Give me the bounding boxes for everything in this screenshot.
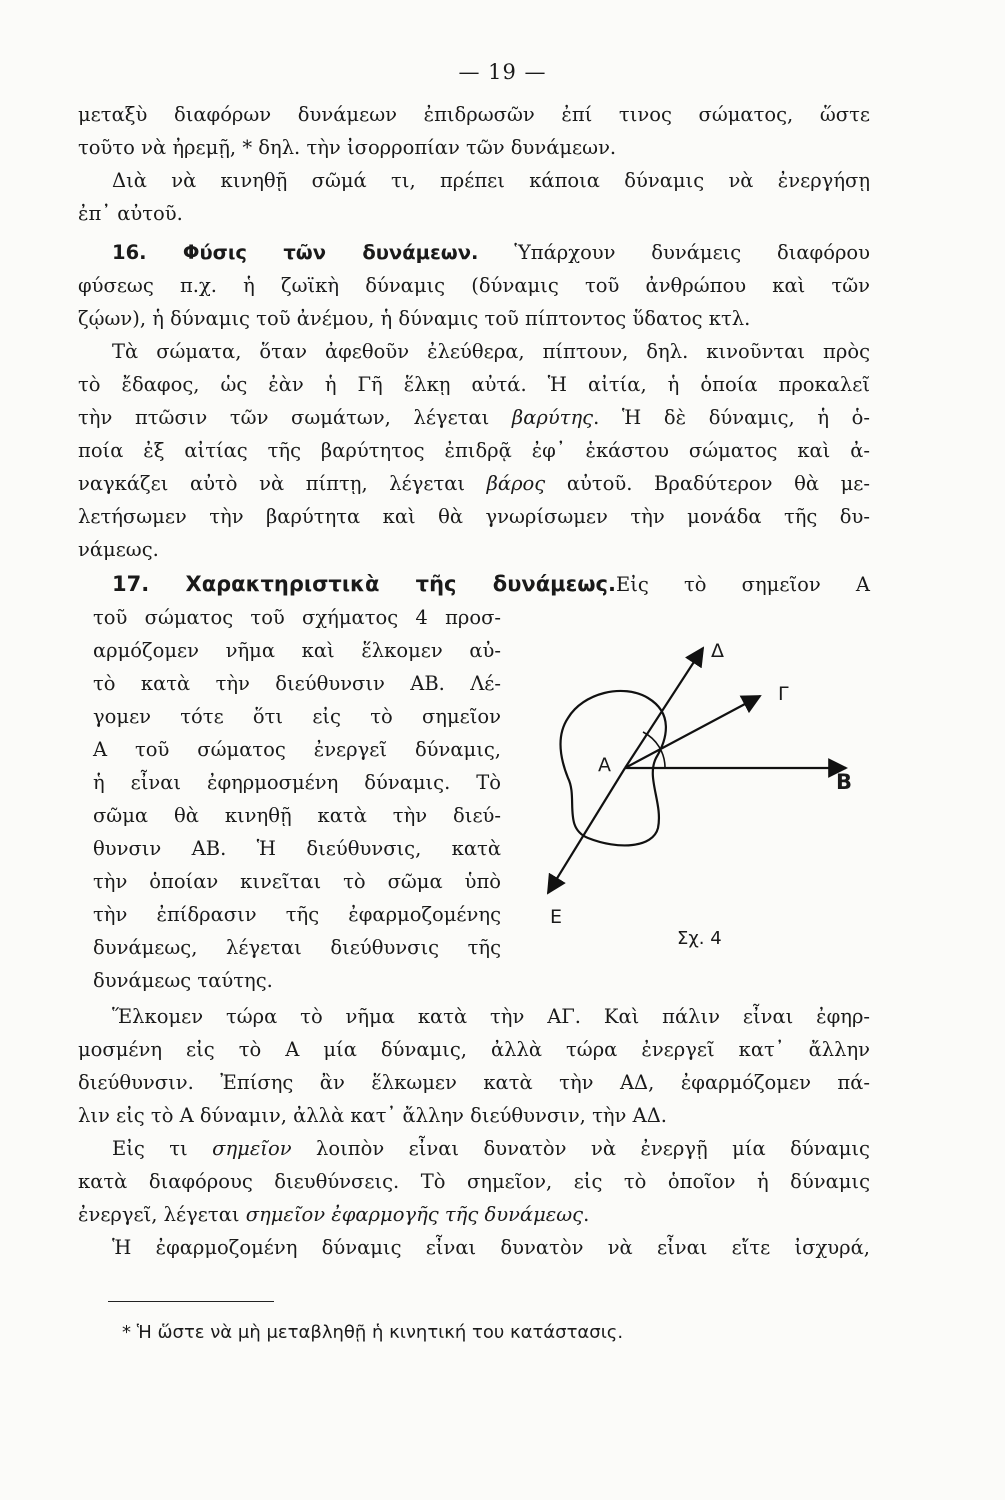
text-line: φύσεως π.χ. ἡ ζωϊκὴ δύναμις (δύναμις τοῦ ἀνθρώπου καὶ τῶν	[78, 274, 870, 297]
text-line: Ἡ ἐφαρμοζομένη δύναμις εἶναι δυνατὸν νὰ εἶναι εἴτε ἰσχυρά,	[112, 1236, 870, 1259]
text-line: μοσμένη εἰς τὸ Α μία δύναμις, ἀλλὰ τώρα ἐνεργεῖ κατ᾽ ἄλλην	[78, 1038, 870, 1061]
text-line: τὴν ἐπίδρασιν τῆς ἐφαρμοζομένης	[93, 903, 501, 926]
text-line: νάμεως.	[78, 538, 159, 561]
text-line: Διὰ νὰ κινηθῇ σῶμά τι, πρέπει κάποια δύναμις νὰ ἐνεργήσῃ	[112, 169, 870, 192]
text-line: τοῦτο νὰ ἠρεμῇ, * δηλ. τὴν ἰσορροπίαν τῶν δυνάμεων.	[78, 136, 617, 159]
text-line: θυνσιν ΑΒ. Ἡ διεύθυνσις, κατὰ	[93, 837, 501, 860]
label-d: Δ	[711, 640, 724, 662]
force-line-ae	[548, 768, 625, 893]
text-line: ἐνεργεῖ, λέγεται σημεῖον ἐφαρμογῆς τῆς δυνάμεως.	[78, 1203, 590, 1226]
section-17-heading-line: 17. Χαρακτηριστικὰ τῆς δυνάμεως.Εἰς τὸ σημεῖον Α	[112, 572, 870, 596]
text-line: μεταξὺ διαφόρων δυνάμεων ἐπιδρωσῶν ἐπί τινος σώματος, ὥστε	[78, 103, 870, 126]
paragraph-move	[78, 164, 870, 230]
text-line: λιν εἰς τὸ Α δύναμιν, ἀλλὰ κατ᾽ ἄλλην διεύθυνσιν, τὴν ΑΔ.	[78, 1104, 667, 1127]
page-number: — 19 —	[458, 60, 547, 84]
section-16-first-line: 16. Φύσις τῶν δυνάμεων. Ὑπάρχουν δυνάμεις διαφόρου	[112, 241, 870, 264]
footnote-rule	[108, 1301, 274, 1302]
text-line: Α τοῦ σώματος ἐνεργεῖ δύναμις,	[93, 738, 501, 761]
text-line: τὸ ἔδαφος, ὡς ἐὰν ἡ Γῆ ἕλκῃ αὐτά. Ἡ αἰτία, ἡ ὁποία προκαλεῖ	[78, 373, 870, 396]
text-line: ἡ εἶναι ἐφηρμοσμένη δύναμις. Τὸ	[93, 771, 501, 794]
text-line: ζῴων), ἡ δύναμις τοῦ ἀνέμου, ἡ δύναμις τοῦ πίπτοντος ὕδατος κτλ.	[78, 307, 751, 330]
section-16-heading: 16. Φύσις τῶν δυνάμεων.	[112, 241, 479, 264]
text-line: ποία ἐξ αἰτίας τῆς βαρύτητος ἐπιδρᾷ ἐφ᾽ ἑκάστου σώματος καὶ ἀ-	[78, 439, 870, 462]
text-line: σῶμα θὰ κινηθῇ κατὰ τὴν διεύ-	[93, 804, 501, 827]
term-point-of-application: σημεῖον ἐφαρμογῆς τῆς δυνάμεως	[245, 1203, 584, 1226]
section-17-continued	[78, 1000, 870, 1264]
text-line: ναγκάζει αὐτὸ νὰ πίπτῃ, λέγεται βάρος αὐτοῦ. Βραδύτερον θὰ με-	[78, 472, 870, 495]
figure-caption: Σχ. 4	[677, 928, 722, 949]
text-line: ἐπ᾽ αὐτοῦ.	[78, 202, 183, 225]
figure-4	[528, 628, 880, 958]
paragraph-top	[78, 98, 870, 164]
text-line: τὸ κατὰ τὴν διεύθυνσιν ΑΒ. Λέ-	[93, 672, 501, 695]
text-line: δυνάμεως ταύτης.	[93, 969, 273, 992]
text-line: δυνάμεως, λέγεται διεύθυνσις τῆς	[93, 936, 501, 959]
label-e: Ε	[550, 906, 563, 928]
text-line: τὴν πτῶσιν τῶν σωμάτων, λέγεται βαρύτης. Ἡ δὲ δύναμις, ἡ ὁ-	[78, 406, 871, 429]
text-line: Ἕλκομεν τώρα τὸ νῆμα κατὰ τὴν ΑΓ. Καὶ πάλιν εἶναι ἐφηρ-	[112, 1005, 870, 1028]
text-line: τὴν ὁποίαν κινεῖται τὸ σῶμα ὑπὸ	[93, 870, 501, 893]
text-line: Τὰ σώματα, ὅταν ἀφεθοῦν ἐλεύθερα, πίπτουν, δηλ. κινοῦνται πρὸς	[112, 340, 870, 363]
force-line-ad	[625, 648, 703, 768]
label-b: Β	[836, 770, 853, 794]
section-17-heading: 17. Χαρακτηριστικὰ τῆς δυνάμεως.	[112, 572, 616, 596]
term-barytes: βαρύτης	[511, 406, 594, 429]
label-a: Α	[598, 754, 611, 776]
footnote: * Ἡ ὥστε νὰ μὴ μεταβληθῇ ἡ κινητική του κατάστασις.	[122, 1322, 624, 1343]
text-line: κατὰ διαφόρους διευθύνσεις. Τὸ σημεῖον, εἰς τὸ ὁποῖον ἡ δύναμις	[78, 1170, 870, 1193]
text-line: τοῦ σώματος τοῦ σχήματος 4 προσ-	[93, 606, 501, 629]
section-17-narrow-column	[93, 601, 501, 997]
text-line: αρμόζομεν νῆμα καὶ ἕλκομεν αὐ-	[93, 639, 501, 662]
term-simeion: σημεῖον	[212, 1137, 292, 1160]
text-line: λετήσωμεν τὴν βαρύτητα καὶ θὰ γνωρίσωμεν τὴν μονάδα τῆς δυ-	[78, 505, 870, 528]
force-line-ag	[625, 696, 760, 768]
label-g: Γ	[778, 683, 789, 705]
text-line: διεύθυνσιν. Ἐπίσης ἂν ἕλκωμεν κατὰ τὴν ΑΔ, ἐφαρμόζομεν πά-	[78, 1071, 870, 1094]
text-line: Εἰς τι σημεῖον λοιπὸν εἶναι δυνατὸν νὰ ἐνεργῇ μία δύναμις	[112, 1137, 870, 1160]
text-line: γομεν τότε ὅτι εἰς τὸ σημεῖον	[93, 705, 501, 728]
force-diagram	[528, 628, 880, 958]
section-16	[78, 236, 870, 566]
term-baros: βάρος	[486, 472, 546, 495]
